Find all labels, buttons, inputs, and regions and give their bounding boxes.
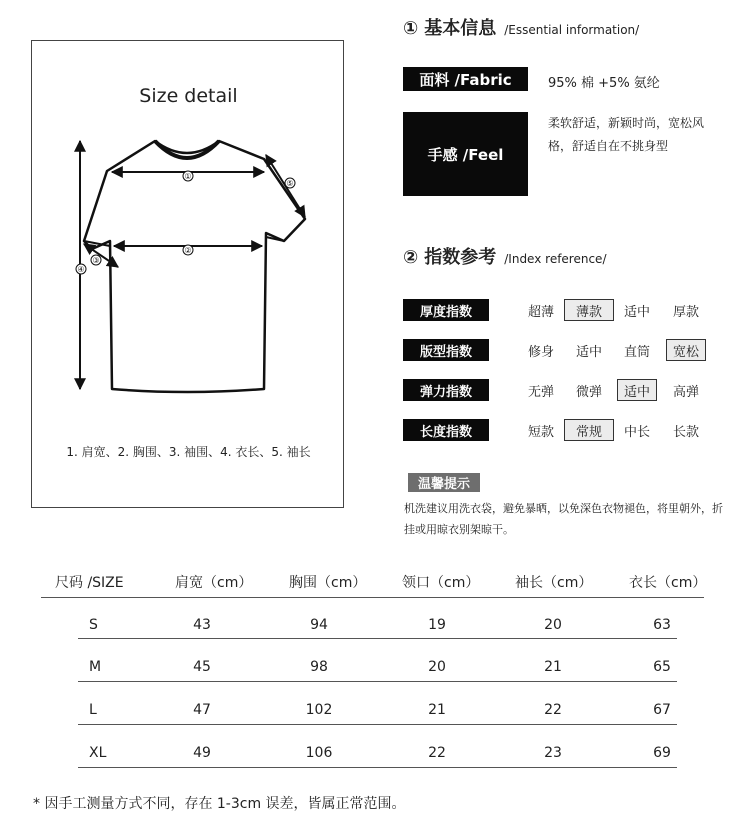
index-reference-subtitle: /Index reference/: [504, 252, 607, 266]
index-option: 修身: [527, 344, 554, 360]
fabric-label: 面料 /Fabric: [403, 67, 528, 91]
size-value-cell: 98: [310, 659, 328, 675]
index-option-selected: 薄款: [564, 299, 614, 321]
index-option: 适中: [575, 344, 602, 360]
marker-3: ③: [92, 256, 100, 265]
index-row-fit: [403, 339, 699, 361]
size-value-cell: 21: [544, 659, 562, 675]
feel-label: 手感 /Feel: [403, 112, 528, 196]
size-value-cell: 22: [544, 702, 562, 718]
size-table-row-divider: [78, 724, 677, 725]
index-option: 超薄: [527, 304, 554, 320]
index-option: 中长: [623, 424, 650, 440]
size-detail-panel: [31, 40, 344, 508]
basic-info-title: 基本信息: [424, 18, 497, 39]
size-table-row-divider: [78, 767, 677, 768]
size-value-cell: 47: [193, 702, 211, 718]
size-value-cell: 19: [428, 617, 446, 633]
size-value-cell: 21: [428, 702, 446, 718]
index-row-elasticity: [403, 379, 699, 401]
size-table-header: 肩宽（cm）: [175, 575, 253, 591]
index-option-selected: 宽松: [666, 339, 706, 361]
fabric-value: 95% 棉 +5% 氨纶: [548, 76, 660, 91]
index-reference-title: 指数参考: [424, 247, 497, 268]
size-table-header: 胸围（cm）: [289, 575, 367, 591]
marker-5: ⑤: [286, 179, 294, 188]
size-value-cell: 45: [193, 659, 211, 675]
tshirt-diagram: [32, 41, 345, 509]
index-row-label: 版型指数: [403, 339, 489, 361]
size-table-header: 衣长（cm）: [629, 575, 707, 591]
index-row-label: 长度指数: [403, 419, 489, 441]
index-option: 微弹: [575, 384, 602, 400]
tips-label: 温馨提示: [408, 473, 480, 492]
size-table-row-divider: [78, 638, 677, 639]
index-option: 适中: [623, 304, 650, 320]
size-value-cell: 67: [653, 702, 671, 718]
size-value-cell: 49: [193, 745, 211, 761]
size-table-header: 尺码 /SIZE: [55, 575, 124, 591]
size-table-top-border: [41, 597, 704, 598]
size-label-cell: L: [89, 702, 97, 718]
size-value-cell: 20: [428, 659, 446, 675]
index-option: 无弹: [527, 384, 554, 400]
size-value-cell: 20: [544, 617, 562, 633]
index-reference-header: [403, 243, 606, 269]
size-label-cell: XL: [89, 745, 107, 761]
size-value-cell: 94: [310, 617, 328, 633]
index-option-selected: 适中: [617, 379, 657, 401]
size-value-cell: 63: [653, 617, 671, 633]
index-option-selected: 常规: [564, 419, 614, 441]
feel-value: 柔软舒适，新颖时尚，宽松风格，舒适自在不挑身型: [548, 116, 705, 153]
size-value-cell: 106: [305, 745, 333, 761]
size-value-cell: 69: [653, 745, 671, 761]
index-option: 长款: [672, 424, 699, 440]
size-value-cell: 22: [428, 745, 446, 761]
index-reference-number: ②: [403, 247, 419, 268]
marker-2: ②: [184, 246, 192, 255]
size-table-header: 领口（cm）: [402, 575, 480, 591]
measurement-footnote: * 因手工测量方式不同，存在 1-3cm 误差，皆属正常范围。: [33, 796, 406, 812]
index-option: 短款: [527, 424, 554, 440]
index-row-label: 弹力指数: [403, 379, 489, 401]
index-option: 厚款: [672, 304, 699, 320]
index-row-label: 厚度指数: [403, 299, 489, 321]
size-detail-legend: 1. 肩宽、2. 胸围、3. 袖围、4. 衣长、5. 袖长: [66, 445, 311, 459]
index-row-length: [403, 419, 699, 441]
size-label-cell: S: [89, 617, 98, 633]
marker-4: ④: [77, 265, 85, 274]
size-table-header: 袖长（cm）: [515, 575, 593, 591]
size-detail-title: Size detail: [139, 85, 238, 107]
size-value-cell: 65: [653, 659, 671, 675]
index-option: 高弹: [672, 384, 699, 400]
tips-text: 机洗建议用洗衣袋，避免暴晒，以免深色衣物褪色，将里朝外，折挂或用晾衣别架晾干。: [404, 502, 723, 536]
index-row-thickness: [403, 299, 699, 321]
size-value-cell: 102: [305, 702, 333, 718]
basic-info-number: ①: [403, 18, 419, 39]
size-label-cell: M: [89, 659, 102, 675]
index-option: 直筒: [623, 344, 650, 360]
size-value-cell: 43: [193, 617, 211, 633]
marker-1: ①: [184, 172, 192, 181]
basic-info-header: [403, 14, 639, 40]
size-value-cell: 23: [544, 745, 562, 761]
basic-info-subtitle: /Essential information/: [504, 23, 640, 37]
size-table-row-divider: [78, 681, 677, 682]
